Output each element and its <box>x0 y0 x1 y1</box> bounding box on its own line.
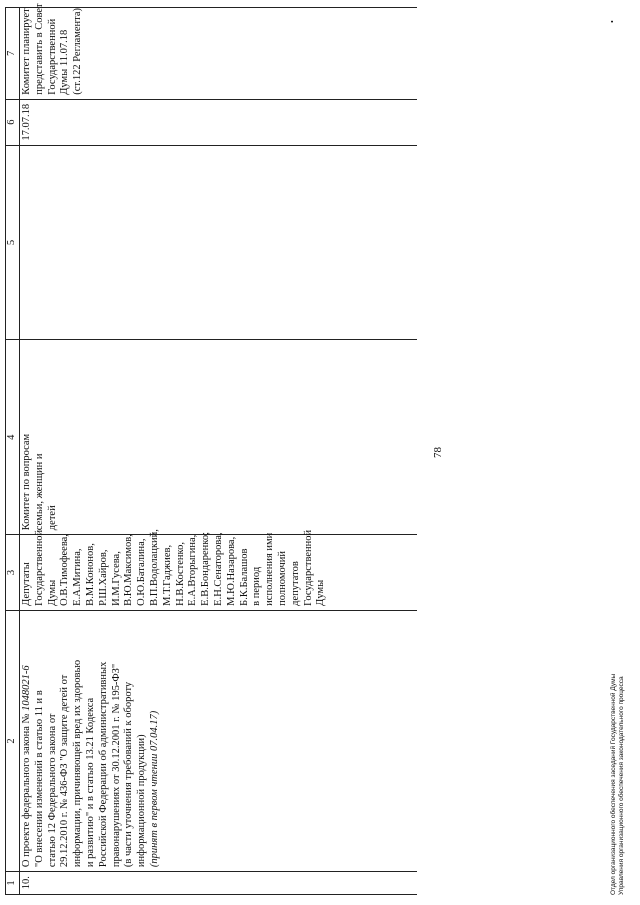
initiator-line: депутатов <box>289 561 301 606</box>
initiator-line: Е.А.Митина, <box>72 548 84 606</box>
description-line: правонарушениях от 30.12.2001 г. № 195-ФЗ" <box>110 663 122 868</box>
page-number: 78 <box>432 447 444 458</box>
description-line: Российской Федерации об административных <box>97 661 109 868</box>
committee-line: семьи, женщин и <box>33 453 45 531</box>
initiator-line: Б.К.Балашов <box>238 548 250 606</box>
description-line: (в части уточнения требований к обороту <box>123 681 135 868</box>
note-line: Думы 11.07.18 <box>59 29 71 95</box>
committee-cell <box>20 340 418 535</box>
initiator-line: Е.Н.Сенаторова, <box>212 532 224 606</box>
description-line-0: О проекте федерального закона № 1048021-6 <box>21 665 32 868</box>
initiator-line: исполнения ими <box>264 532 276 606</box>
bill-description <box>20 610 418 871</box>
initiator-line: Е.В.Бондаренко; <box>200 531 212 606</box>
initiators-cell <box>20 529 418 611</box>
initiator-line: Государственной <box>302 529 314 606</box>
initiator-line: М.Ю.Назарова, <box>225 536 237 606</box>
column-header-5: 5 <box>6 145 20 340</box>
document-footer <box>610 674 627 895</box>
initiator-line: О.Ю.Баталина, <box>136 538 148 606</box>
committee-line: Комитет по вопросам <box>21 433 32 531</box>
initiator-line: В.М.Кононов, <box>84 543 96 606</box>
initiator-line: В.П.Водолацкий, <box>148 529 160 606</box>
committee-line: детей <box>46 505 58 531</box>
description-line: информационной продукции) <box>136 734 148 868</box>
description-line: 29.12.2010 г. № 436-ФЗ "О защите детей от <box>59 674 71 868</box>
note-line: Государственной <box>46 18 58 95</box>
bills-table <box>5 3 417 895</box>
note-line: (ст.122 Регламента) <box>72 7 84 95</box>
initiator-line: в период <box>251 566 263 606</box>
column-5-cell <box>20 145 418 340</box>
description-line: "О внесении изменений в статью 11 и в <box>33 690 45 868</box>
description-line: статью 12 Федерального закона от <box>46 713 58 868</box>
footer-line-2: Управления организационного обеспечения законодательного процесса <box>618 676 626 895</box>
margin-mark: • <box>608 20 617 23</box>
initiator-line: О.В.Тимофеева, <box>59 534 71 606</box>
initiator-line: Депутаты <box>21 562 32 606</box>
bill-number: 1048021-6 <box>21 665 32 711</box>
column-header-6: 6 <box>6 99 20 145</box>
column-header-3: 3 <box>6 535 20 611</box>
row-number: 10. <box>20 872 418 895</box>
initiator-line: полномочий <box>276 551 288 606</box>
initiator-line: Думы <box>315 579 327 606</box>
initiator-line: Государственной <box>33 529 45 606</box>
footer-line-1: Отдел организационного обеспечения заседаний Государственной Думы <box>610 673 617 895</box>
column-header-1: 1 <box>6 872 20 895</box>
initiator-line: Думы <box>46 579 58 606</box>
table-row <box>20 8 418 895</box>
date-cell: 17.07.18 <box>20 99 418 145</box>
initiator-line: В.Ю.Максимов, <box>123 534 135 606</box>
initiator-line: Р.Ш.Хайров, <box>97 549 109 606</box>
first-reading-note: (принят в первом чтении 07.04.17) <box>148 710 160 868</box>
initiator-line: Н.В.Костенко, <box>174 542 186 606</box>
column-header-4: 4 <box>6 340 20 535</box>
description-line: информации, причиняющей вред их здоровью <box>72 659 84 868</box>
description-line: и развитию" и в статью 13.21 Кодекса <box>84 697 96 868</box>
column-header-2: 2 <box>6 610 20 871</box>
table-header-row <box>6 8 20 895</box>
column-header-7: 7 <box>6 8 20 100</box>
initiator-line: Е.А.Вторыгина, <box>187 534 199 606</box>
initiator-line: И.М.Гусева, <box>110 551 122 606</box>
note-cell <box>20 3 418 100</box>
note-line: Комитет планирует <box>21 8 32 95</box>
note-line: представить в Совет <box>33 3 45 95</box>
initiator-line: М.Т.Гаджиев, <box>161 544 173 606</box>
